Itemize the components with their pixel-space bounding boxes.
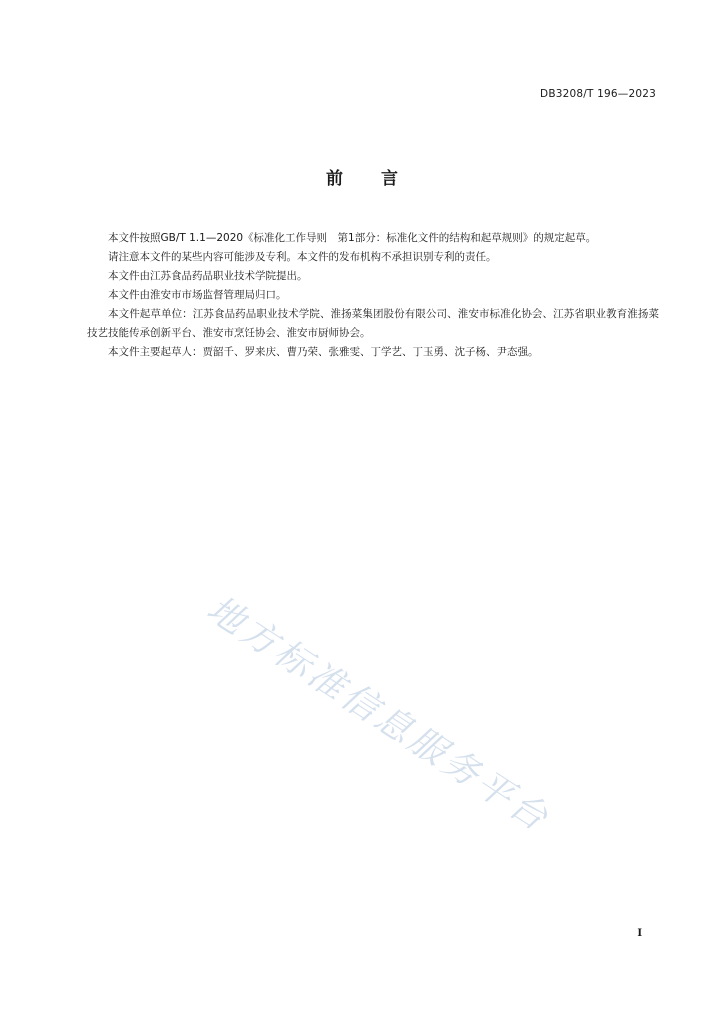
page-title: 前言 bbox=[326, 169, 436, 189]
document-code: DB3208/T 196—2023 bbox=[540, 88, 656, 100]
paragraph-centralized-unit: 本文件由淮安市市场监督管理局归口。 bbox=[108, 289, 287, 301]
paragraph-drafting-rules: 本文件按照GB/T 1.1—2020《标准化工作导则 第1部分：标准化文件的结构和起草规则》的规定起草。 bbox=[108, 232, 597, 244]
watermark: 地方标准信息服务平台 bbox=[199, 588, 558, 841]
paragraph-drafting-units: 本文件起草单位：江苏食品药品职业技术学院、淮扬菜集团股份有限公司、淮安市标准化协会、江苏省职业教育淮扬菜技艺技能传承创新平台、淮安市烹饪协会、淮安市厨师协会。 bbox=[87, 308, 659, 339]
paragraph-patent-notice: 请注意本文件的某些内容可能涉及专利。本文件的发布机构不承担识别专利的责任。 bbox=[108, 251, 497, 263]
paragraph-proposer: 本文件由江苏食品药品职业技术学院提出。 bbox=[108, 270, 308, 282]
paragraph-drafters: 本文件主要起草人：贾韶千、罗来庆、曹乃荣、张雅雯、丁学艺、丁玉勇、沈子杨、尹态强。 bbox=[108, 346, 539, 358]
foreword-body bbox=[87, 229, 659, 362]
page-number: I bbox=[637, 928, 642, 939]
